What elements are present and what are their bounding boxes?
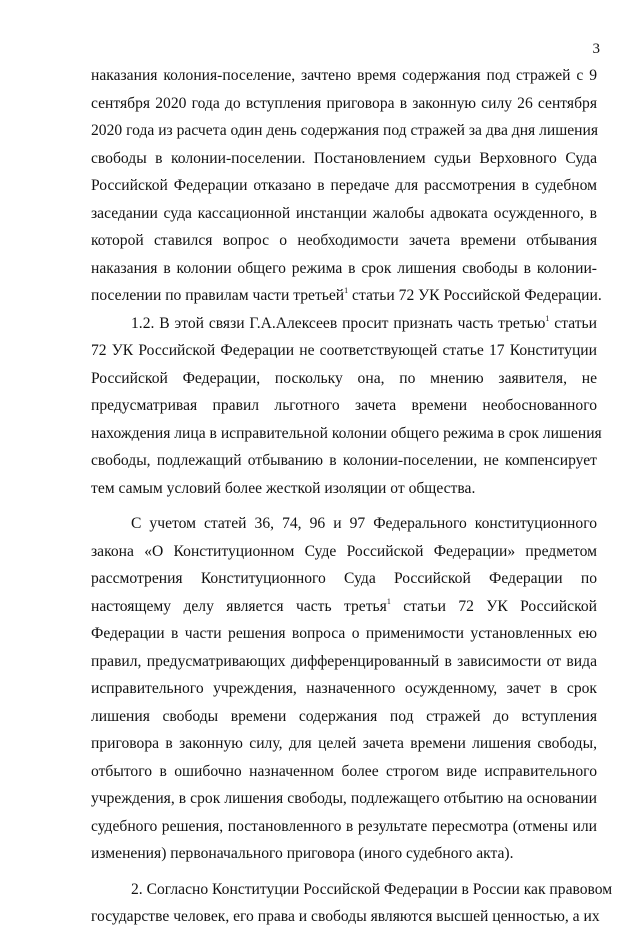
text-segment: статьи 72 УК Российской Федерации. [348,287,602,304]
document-body [91,62,613,931]
superscript-marker: 1 [545,313,550,323]
text-line: государстве человек, его права и свободы являются высшей ценностью, а их [91,908,600,925]
superscript-marker: 1 [344,286,349,295]
text-line: приговора в законную силу, для целей зачета времени лишения свободы, [91,735,597,752]
text-line: которой ставился вопрос о необходимости зачета времени отбывания [91,232,597,249]
text-line: наказания колония-поселение, зачтено время содержания под стражей с 9 [91,67,597,84]
text-segment: настоящему делу является часть третья [91,597,387,615]
text-line: лишения свободы времени содержания под стражей до вступления [91,707,597,725]
text-line: учреждения, в срок лишения свободы, подлежащего отбытию на основании [91,790,597,807]
text-line: тем самым условий более жесткой изоляции от общества. [91,479,476,497]
text-line: изменения) первоначального приговора (иного судебного акта). [91,845,514,862]
text-line: 2. Согласно Конституции Российской Федерации в России как правовом [131,880,613,898]
text-segment: поселении по правилам части третьей [91,287,345,304]
text-line: свободы, подлежащий отбыванию в колонии-поселении, не компенсирует [91,452,597,469]
text-line: заседании суда кассационной инстанции жалобы адвоката осужденного, в [91,204,597,222]
text-line: 72 УК Российской Федерации не соответствующей статье 17 Конституции [91,342,597,359]
text-line: предусматривая правил льготного зачета времени необоснованного [91,397,597,414]
text-line [91,593,597,621]
text-line [91,282,602,310]
superscript-marker: 1 [386,596,391,606]
text-segment: 1.2. В этой связи Г.А.Алексеев просит признать часть третью [131,314,546,332]
text-line: закона «О Конституционном Суде Российской Федерации» предметом [91,542,597,560]
text-line: исправительного учреждения, назначенного осужденному, зачет в срок [91,680,597,697]
text-line: рассмотрения Конституционного Суда Российской Федерации по [91,570,597,587]
text-line: свободы в колонии-поселении. Постановлением судьи Верховного Суда [91,149,597,167]
text-line: отбытого в ошибочно назначенном более строгом виде исправительного [91,762,597,780]
text-line: наказания в колонии общего режима в срок лишения свободы в колонии- [91,259,597,277]
text-line: Российской Федерации отказано в передаче для рассмотрения в судебном [91,177,597,194]
page-number: 3 [592,41,600,57]
text-line: Российской Федерации, поскольку она, по мнению заявителя, не [91,369,597,387]
text-line [91,310,597,338]
text-line: Федерации в части решения вопроса о применимости установленных ею [91,625,597,642]
text-segment: статьи 72 УК Российской [390,597,597,615]
text-line: нахождения лица в исправительной колонии общего режима в срок лишения [91,424,602,442]
text-line: сентября 2020 года до вступления приговора в законную силу 26 сентября [91,94,597,112]
text-line: судебного решения, постановленного в результате пересмотра (отмены или [91,817,597,835]
text-line: 2020 года из расчета один день содержания под стражей за два дня лишения [91,122,599,139]
text-line: С учетом статей 36, 74, 96 и 97 Федерального конституционного [131,515,597,532]
text-line: правил, предусматривающих дифференцированный в зависимости от вида [91,652,597,670]
text-segment: статьи [549,314,597,332]
